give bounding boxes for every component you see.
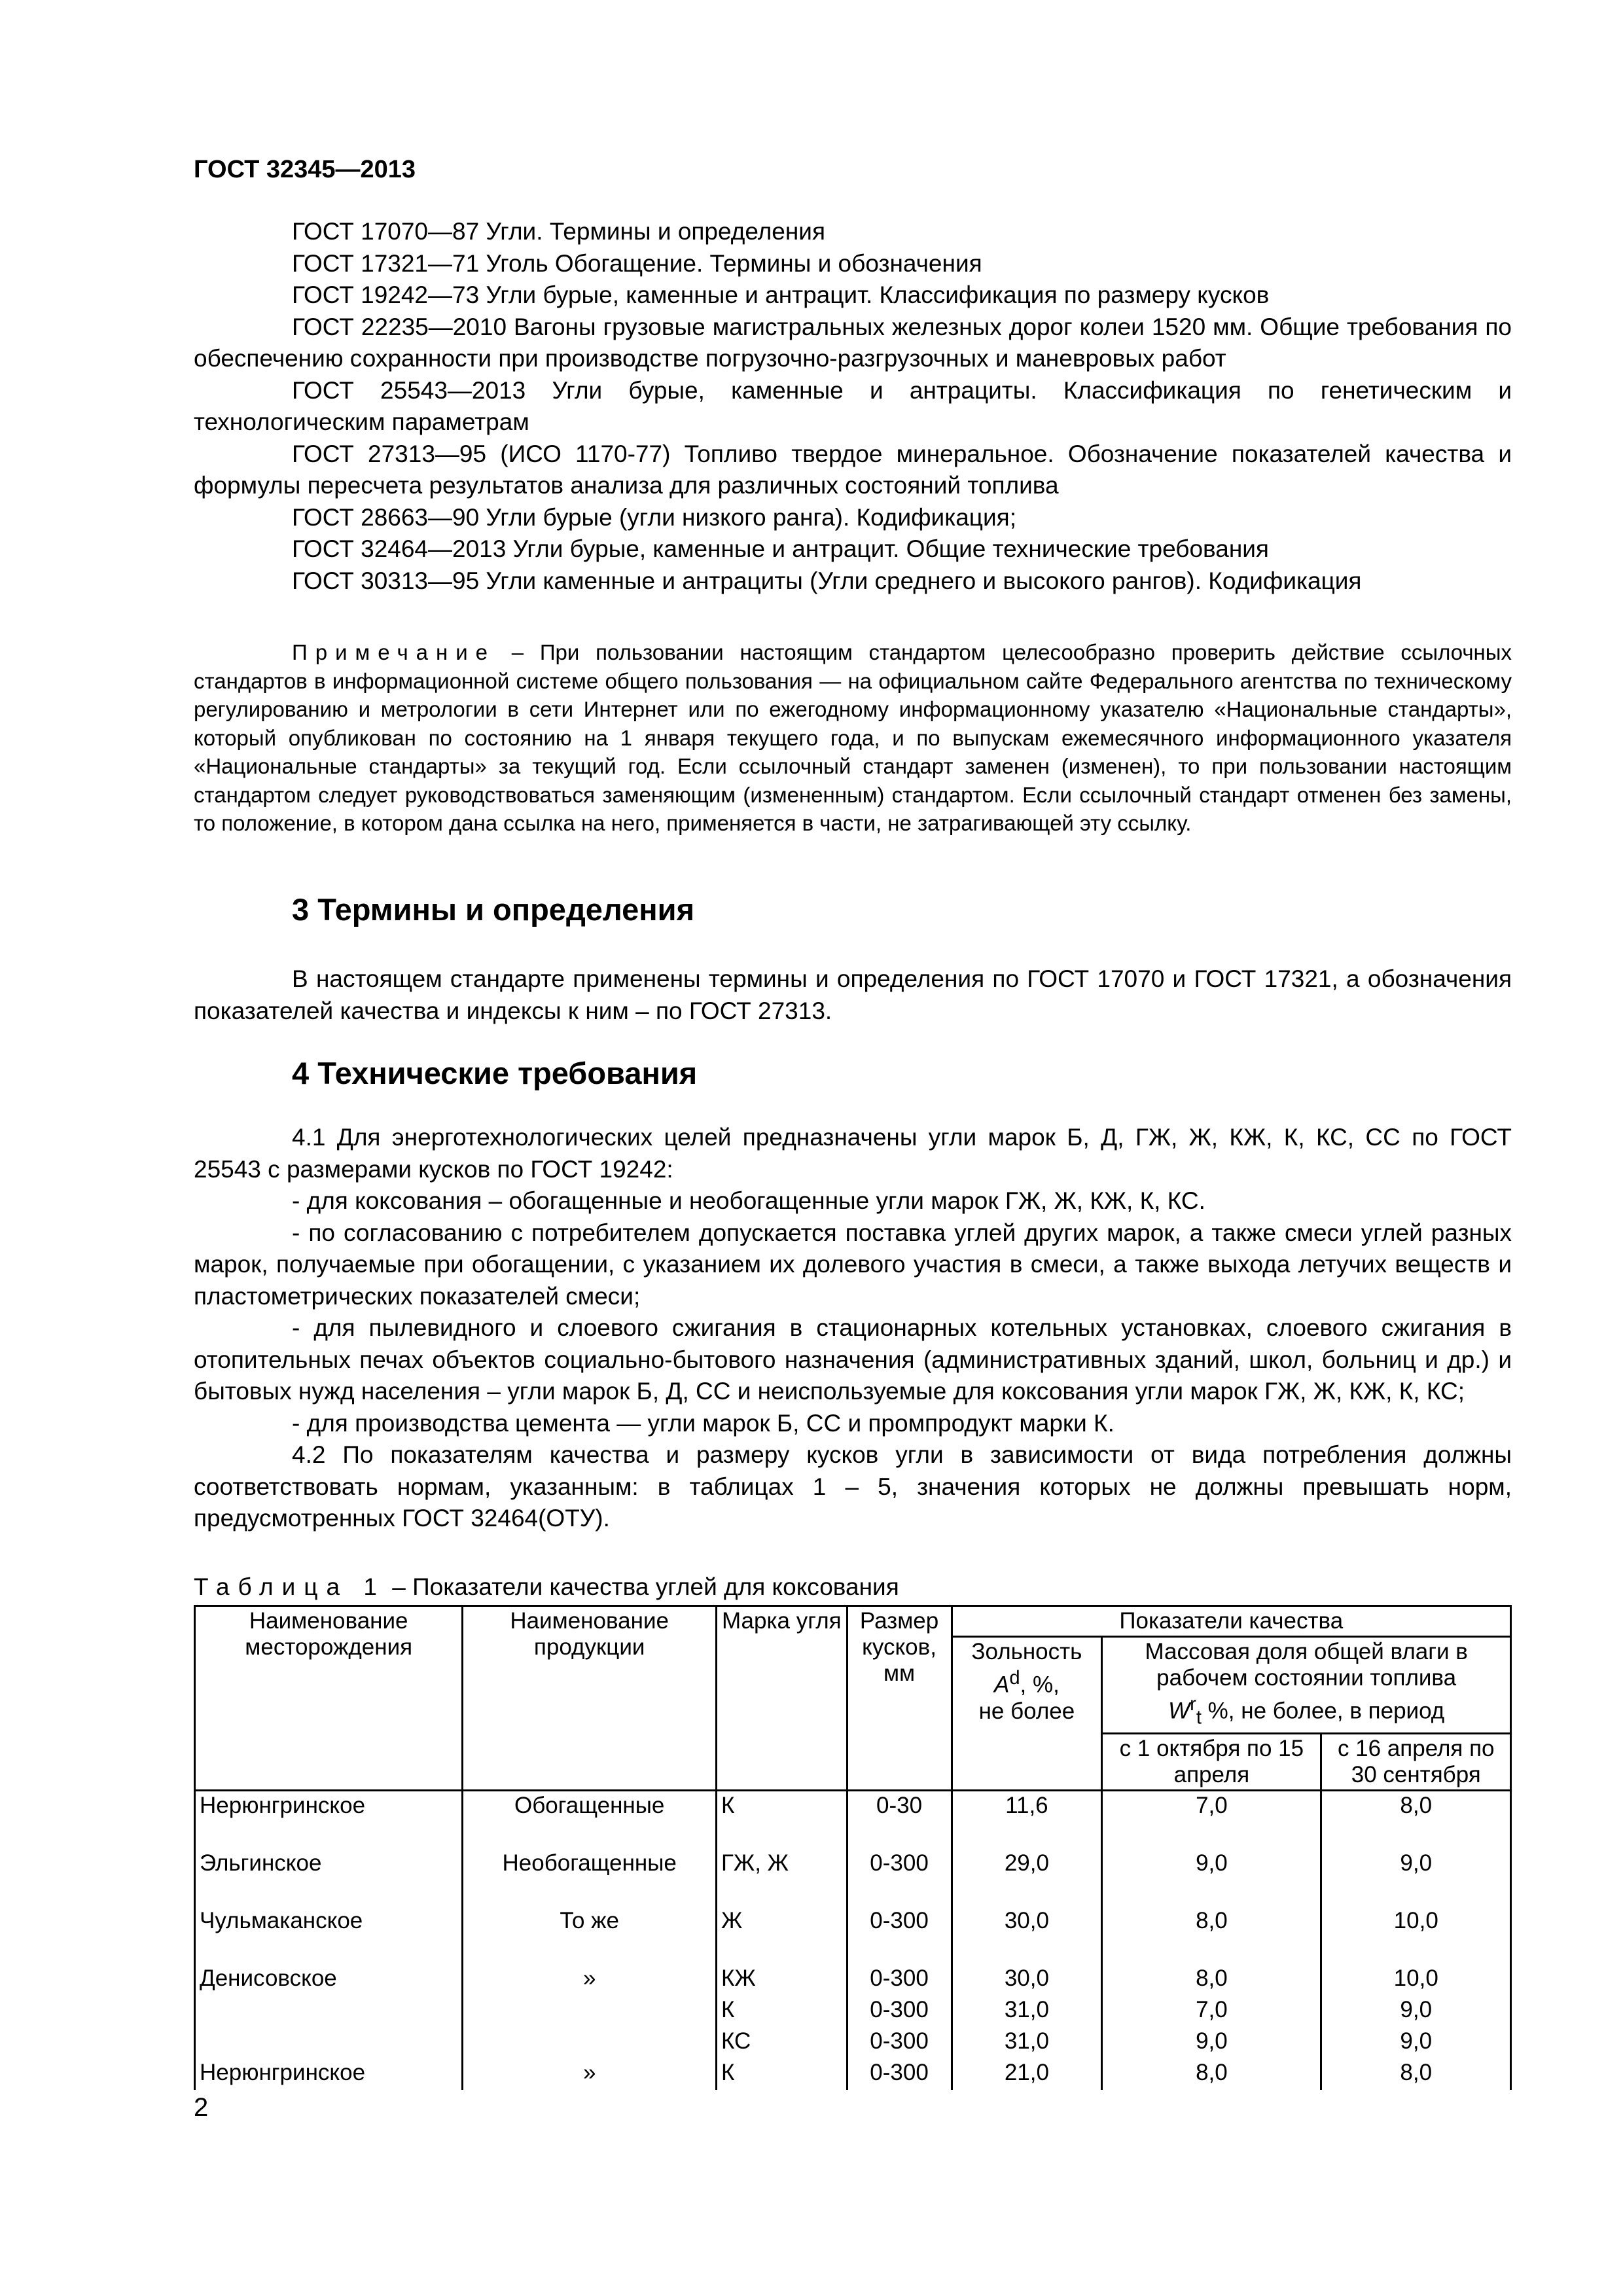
cell-size: 0-300 xyxy=(847,2027,952,2058)
cell-deposit: Нерюнгринское xyxy=(195,1790,463,1849)
table-caption-text: – Показатели качества углей для коксования xyxy=(385,1573,899,1600)
cell-product: То же xyxy=(463,1907,717,1964)
reference-item: ГОСТ 17321—71 Уголь Обогащение. Термины и обозначения xyxy=(292,249,982,277)
cell-grade: КЖ xyxy=(716,1964,847,1996)
cell-ash: 31,0 xyxy=(952,1996,1102,2027)
normative-references-list xyxy=(194,216,1512,597)
header-moisture: Массовая доля общей влаги в рабочем состоянии топлива $W^r_t$ %, не более, в период xyxy=(1102,1637,1511,1734)
reference-item: ГОСТ 17070—87 Угли. Термины и определения xyxy=(292,218,826,245)
cell-deposit: Чульмаканское xyxy=(195,1907,463,1964)
cell-deposit xyxy=(195,2027,463,2058)
coal-quality-table xyxy=(194,1605,1512,2090)
note-label: Примечание xyxy=(292,640,496,664)
cell-moisture-summer: 10,0 xyxy=(1321,1907,1511,1964)
table-1-caption xyxy=(194,1573,899,1601)
cell-ash: 30,0 xyxy=(952,1964,1102,1996)
cell-grade: Ж xyxy=(716,1907,847,1964)
section-4-paragraph: 4.1 Для энерготехнологических целей предназначены угли марок Б, Д, ГЖ, Ж, КЖ, К, КС, СС по ГОСТ 25543 с размерами кусков по ГОСТ 19242: xyxy=(194,1124,1512,1183)
section-4-body xyxy=(194,1122,1512,1535)
cell-deposit: Денисовское xyxy=(195,1964,463,1996)
cell-grade: ГЖ, Ж xyxy=(716,1849,847,1907)
header-period-summer: с 16 апреля по 30 сентября xyxy=(1321,1733,1511,1790)
section-4-paragraph: 4.2 По показателям качества и размеру кусков угли в зависимости от вида потребления должны соответствовать нормам, указанным: в таблицах 1 – 5, значения которых не должны превышать норм, предусмотренных ГОСТ 32464(ОТУ). xyxy=(194,1441,1512,1532)
section-4-paragraph: - для производства цемента — угли марок Б, СС и промпродукт марки К. xyxy=(292,1409,1115,1437)
cell-size: 0-300 xyxy=(847,1964,952,1996)
cell-moisture-winter: 9,0 xyxy=(1102,2027,1321,2058)
header-grade: Марка угля xyxy=(716,1606,847,1791)
cell-moisture-winter: 7,0 xyxy=(1102,1790,1321,1849)
cell-ash: 29,0 xyxy=(952,1849,1102,1907)
cell-ash: 11,6 xyxy=(952,1790,1102,1849)
section-4-paragraph: - для пылевидного и слоевого сжигания в стационарных котельных установках, слоевого сжигания в отопительных печах объектов социально-бытового назначения (административных зданий, школ, больниц и др.) и бытовых нужд населения – угли марок Б, Д, СС и неиспользуемые для коксования угли марок ГЖ, Ж, КЖ, К, КС; xyxy=(194,1314,1512,1405)
table-row xyxy=(195,1907,1511,1964)
header-quality-group: Показатели качества xyxy=(952,1606,1511,1637)
cell-ash: 31,0 xyxy=(952,2027,1102,2058)
cell-size: 0-300 xyxy=(847,1996,952,2027)
section-3-text: В настоящем стандарте применены термины и определения по ГОСТ 17070 и ГОСТ 17321, а обозначения показателей качества и индексы к ним – по ГОСТ 27313. xyxy=(194,965,1512,1024)
cell-moisture-summer: 9,0 xyxy=(1321,1849,1511,1907)
table-row xyxy=(195,1849,1511,1907)
cell-deposit: Нерюнгринское xyxy=(195,2058,463,2090)
section-4-heading: 4 Технические требования xyxy=(292,1056,698,1090)
cell-moisture-winter: 9,0 xyxy=(1102,1849,1321,1907)
cell-size: 0-300 xyxy=(847,1849,952,1907)
cell-grade: К xyxy=(716,1996,847,2027)
reference-item: ГОСТ 25543—2013 Угли бурые, каменные и антрациты. Классификация по генетическим и технологическим параметрам xyxy=(194,376,1512,435)
cell-moisture-summer: 9,0 xyxy=(1321,2027,1511,2058)
table-row xyxy=(195,1996,1511,2027)
table-caption-label: Таблица 1 xyxy=(194,1573,385,1600)
cell-size: 0-300 xyxy=(847,1907,952,1964)
cell-product: » xyxy=(463,2058,717,2090)
cell-size: 0-300 xyxy=(847,2058,952,2090)
cell-product: Обогащенные xyxy=(463,1790,717,1849)
section-3-heading: 3 Термины и определения xyxy=(292,892,694,927)
header-deposit: Наименование месторождения xyxy=(195,1606,463,1791)
cell-product: Необогащенные xyxy=(463,1849,717,1907)
references-note xyxy=(194,638,1512,838)
header-size: Размер кусков, мм xyxy=(847,1606,952,1791)
cell-ash: 21,0 xyxy=(952,2058,1102,2090)
cell-product xyxy=(463,2027,717,2058)
cell-moisture-winter: 8,0 xyxy=(1102,1907,1321,1964)
cell-moisture-winter: 8,0 xyxy=(1102,2058,1321,2090)
header-ash: Зольность $A^d$, %, не более xyxy=(952,1637,1102,1791)
cell-product xyxy=(463,1996,717,2027)
cell-moisture-summer: 10,0 xyxy=(1321,1964,1511,1996)
page-number: 2 xyxy=(194,2093,209,2122)
cell-ash: 30,0 xyxy=(952,1907,1102,1964)
cell-grade: К xyxy=(716,1790,847,1849)
document-code-header: ГОСТ 32345—2013 xyxy=(194,156,416,183)
table-row xyxy=(195,2058,1511,2090)
reference-item: ГОСТ 28663—90 Угли бурые (угли низкого ранга). Кодификация; xyxy=(292,503,1016,531)
cell-deposit: Эльгинское xyxy=(195,1849,463,1907)
table-row xyxy=(195,2027,1511,2058)
reference-item: ГОСТ 27313—95 (ИСО 1170-77) Топливо твердое минеральное. Обозначение показателей качества и формулы пересчета результатов анализа для различных состояний топлива xyxy=(194,440,1512,499)
cell-size: 0-30 xyxy=(847,1790,952,1849)
table-row xyxy=(195,1790,1511,1849)
header-product: Наименование продукции xyxy=(463,1606,717,1791)
section-4-paragraph: - по согласованию с потребителем допускается поставка углей других марок, а также смеси углей разных марок, получаемые при обогащении, с указанием их долевого участия в смеси, а также выхода летучих веществ и пластометрических показателей смеси; xyxy=(194,1219,1512,1310)
cell-grade: КС xyxy=(716,2027,847,2058)
cell-product: » xyxy=(463,1964,717,1996)
header-period-winter: с 1 октября по 15 апреля xyxy=(1102,1733,1321,1790)
table-row xyxy=(195,1964,1511,1996)
note-text: – При пользовании настоящим стандартом целесообразно проверить действие ссылочных стандартов в информационной системе общего пользования — на официальном сайте Федерального агентства по техническому регулированию и метрологии в сети Интернет или по ежегодному информационному указателю «Национальные стандарты», который опубликован по состоянию на 1 января текущего года, и по выпускам ежемесячного информационного указателя «Национальные стандарты» за текущий год. Если ссылочный стандарт заменен (изменен), то при пользовании настоящим стандартом следует руководствоваться заменяющим (измененным) стандартом. Если ссылочный стандарт отменен без замены, то положение, в котором дана ссылка на него, применяется в части, не затрагивающей эту ссылку. xyxy=(194,640,1512,835)
cell-moisture-summer: 8,0 xyxy=(1321,2058,1511,2090)
cell-moisture-summer: 9,0 xyxy=(1321,1996,1511,2027)
reference-item: ГОСТ 19242—73 Угли бурые, каменные и антрацит. Классификация по размеру кусков xyxy=(292,281,1270,308)
cell-grade: К xyxy=(716,2058,847,2090)
cell-moisture-winter: 7,0 xyxy=(1102,1996,1321,2027)
cell-deposit xyxy=(195,1996,463,2027)
cell-moisture-winter: 8,0 xyxy=(1102,1964,1321,1996)
reference-item: ГОСТ 32464—2013 Угли бурые, каменные и антрацит. Общие технические требования xyxy=(292,535,1269,562)
cell-moisture-summer: 8,0 xyxy=(1321,1790,1511,1849)
reference-item: ГОСТ 22235—2010 Вагоны грузовые магистральных железных дорог колеи 1520 мм. Общие требования по обеспечению сохранности при производстве погрузочно-разгрузочных и маневровых работ xyxy=(194,313,1512,372)
reference-item: ГОСТ 30313—95 Угли каменные и антрациты (Угли среднего и высокого рангов). Кодификация xyxy=(292,567,1362,594)
section-4-paragraph: - для коксования – обогащенные и необогащенные угли марок ГЖ, Ж, КЖ, К, КС. xyxy=(292,1187,1205,1214)
